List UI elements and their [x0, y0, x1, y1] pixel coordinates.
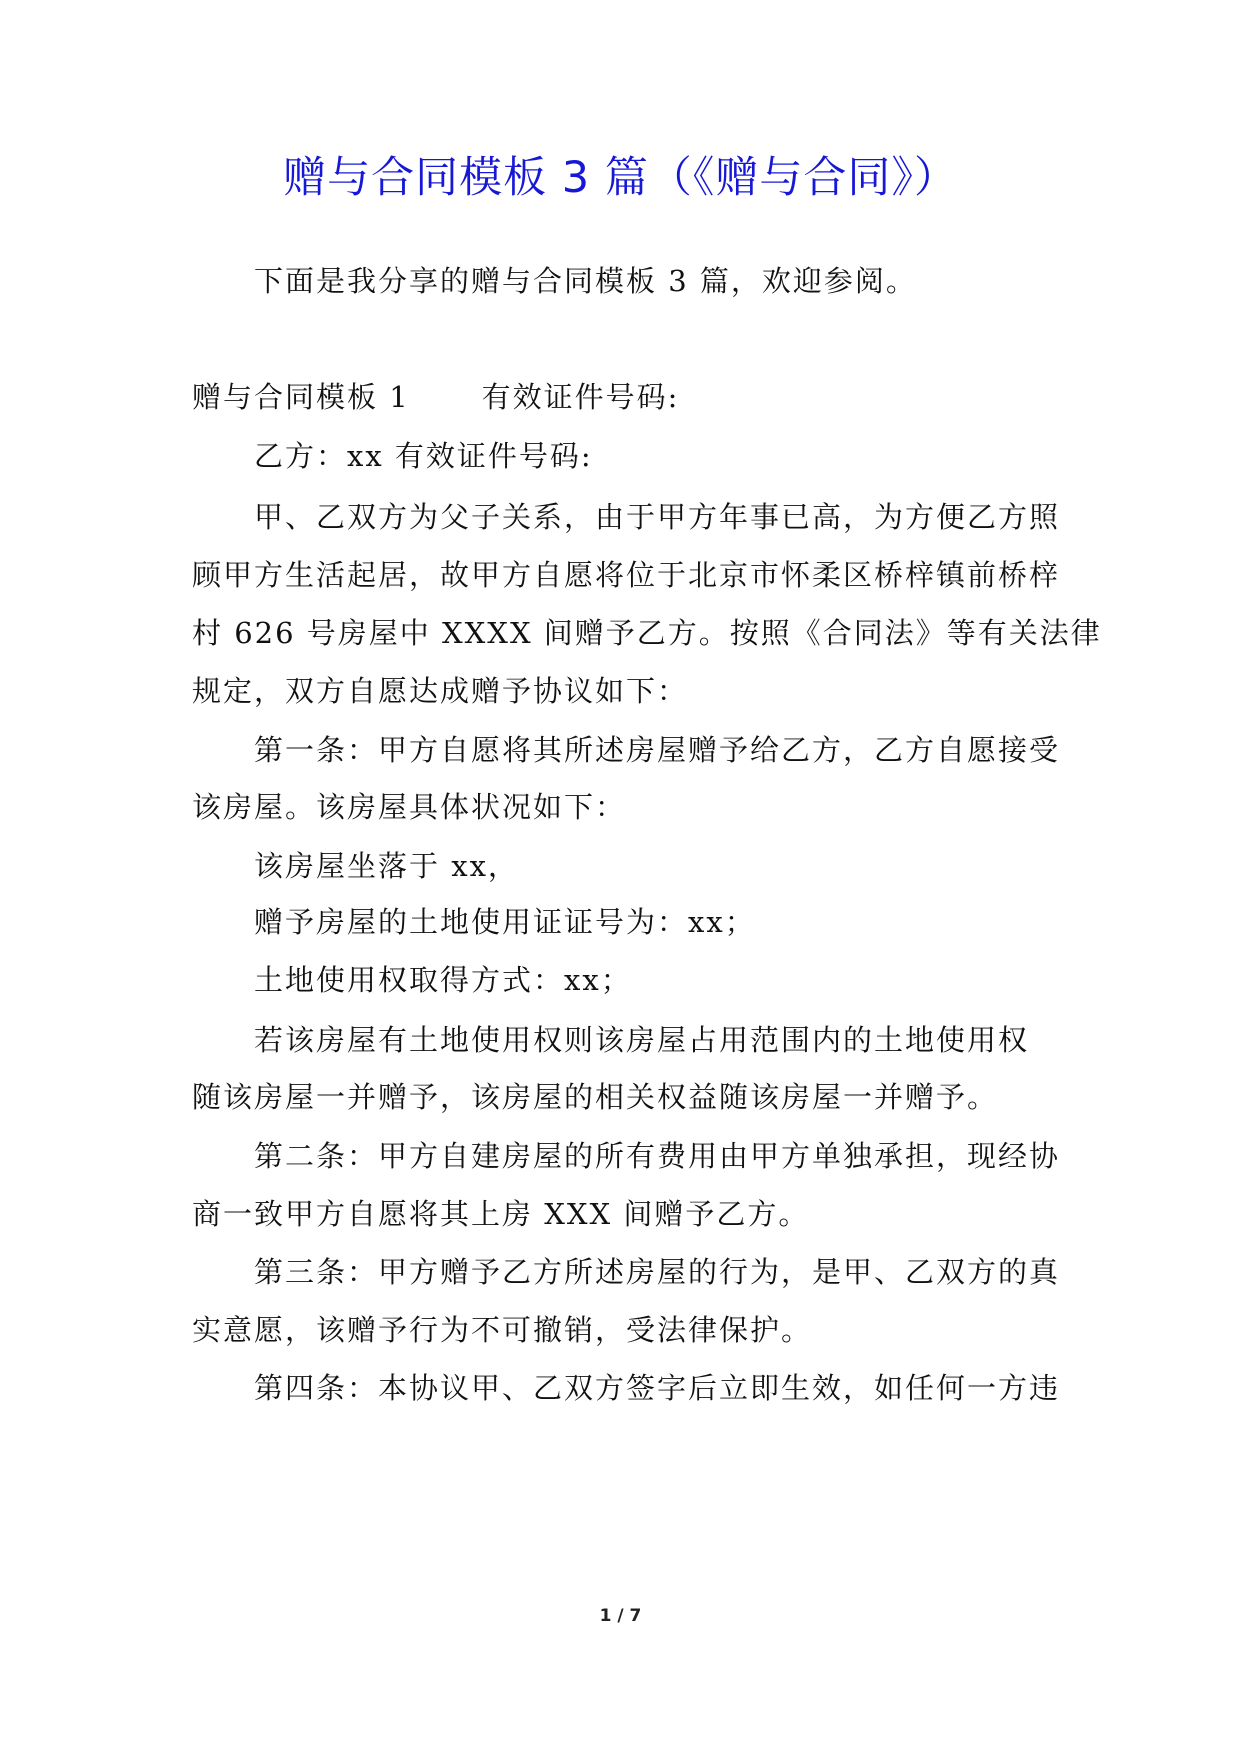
page-number: 1 / 7 [599, 1606, 642, 1626]
party-b-line: 乙方：xx 有效证件号码: [254, 439, 593, 473]
id-number-label: 有效证件号码: [481, 380, 680, 414]
article-1-line: 第一条：甲方自愿将其所述房屋赠予给乙方，乙方自愿接受 [254, 733, 1061, 767]
article-2-line: 商一致甲方自愿将其上房 XXX 间赠予乙方。 [192, 1197, 810, 1231]
land-acquisition-line: 土地使用权取得方式：xx； [254, 963, 632, 997]
property-location-line: 该房屋坐落于 xx， [254, 849, 519, 883]
land-certificate-line: 赠予房屋的土地使用证证号为：xx； [254, 905, 756, 939]
article-4-line: 第四条：本协议甲、乙双方签字后立即生效，如任何一方违 [254, 1371, 1061, 1405]
document-title: 赠与合同模板 3 篇（《赠与合同》） [283, 153, 958, 203]
contract-line: 甲、乙双方为父子关系，由于甲方年事已高，为方便乙方照 [254, 500, 1061, 534]
land-rights-line: 随该房屋一并赠予，该房屋的相关权益随该房屋一并赠予。 [192, 1080, 999, 1114]
article-1-line: 该房屋。该房屋具体状况如下： [192, 790, 627, 824]
template-heading-line [192, 365, 1050, 430]
contract-line: 规定，双方自愿达成赠予协议如下： [192, 674, 689, 708]
intro-paragraph: 下面是我分享的赠与合同模板 3 篇，欢迎参阅。 [254, 264, 917, 298]
article-3-line: 实意愿，该赠予行为不可撤销，受法律保护。 [192, 1313, 813, 1347]
land-rights-line: 若该房屋有土地使用权则该房屋占用范围内的土地使用权 [254, 1023, 1030, 1057]
article-2-line: 第二条：甲方自建房屋的所有费用由甲方单独承担，现经协 [254, 1139, 1061, 1173]
article-3-line: 第三条：甲方赠予乙方所述房屋的行为，是甲、乙双方的真 [254, 1255, 1061, 1289]
contract-line: 顾甲方生活起居，故甲方自愿将位于北京市怀柔区桥梓镇前桥梓 [192, 558, 1061, 592]
contract-line: 村 626 号房屋中 XXXX 间赠予乙方。按照《合同法》等有关法律 [192, 616, 1102, 650]
template-label: 赠与合同模板 1 [192, 380, 410, 414]
